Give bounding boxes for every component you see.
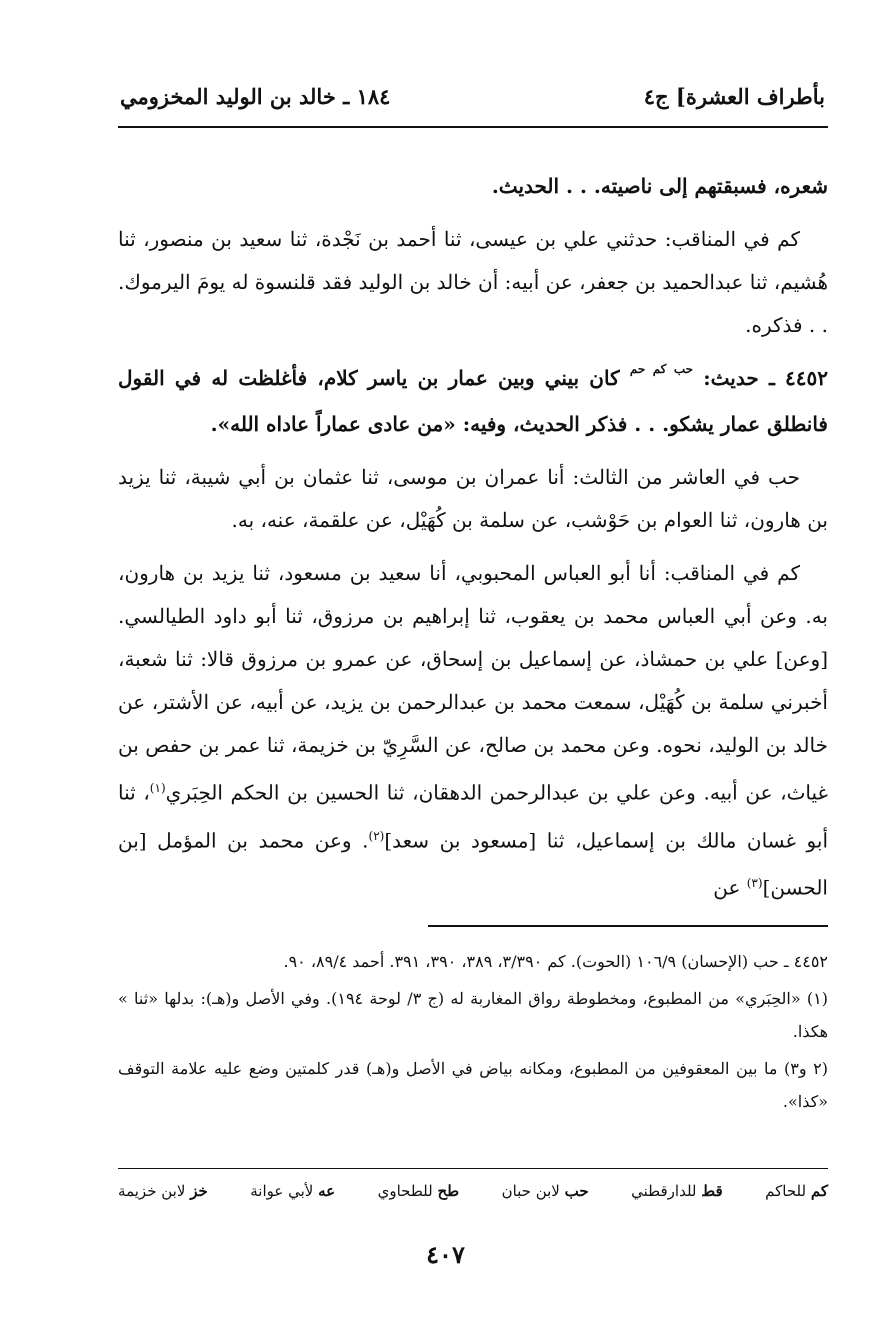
abbrev-item: عه لأبي عوانة	[250, 1182, 336, 1200]
footnote-source: ٤٤٥٢ ـ حب (الإحسان) ١٠٦/٩ (الحوت). كم ٣/٣٩٠، ٣٨٩، ٣٩٠، ٣٩١. أحمد ٨٩/٤، ٩٠.	[283, 952, 828, 971]
footnote-1: (١) «الحِبَري» من المطبوع، ومخطوطة رواق المغاربة له (ج ٣/ لوحة ١٩٤). وفي الأصل و(هـ): بدلها «ثنا » هكذا.	[118, 989, 829, 1041]
footnote-ref-1[interactable]: (١)	[149, 781, 166, 795]
main-text	[118, 165, 828, 920]
hadith-text: كان بيني وبين عمار بن ياسر كلام، فأغلظت له في القول فانطلق عمار يشكو. . . فذكر الحديث، وفيه: «من عادى عماراً عاداه الله».	[118, 366, 828, 436]
text-segment: . وعن محمد بن المؤمل [بن الحسن]	[118, 828, 828, 900]
paragraph-manaqib-2	[118, 552, 828, 910]
paragraph-manaqib-1: كم في المناقب: حدثني علي بن عيسى، ثنا أحمد بن نَجْدة، ثنا سعيد بن منصور، ثنا هُشيم، ثنا عبدالحميد بن جعفر، عن أبيه: أن خالد بن الوليد فقد قلنسوة له يومَ اليرموك. . . فذكره.	[118, 227, 828, 337]
footnotes	[118, 945, 828, 1122]
footer-rule	[118, 1168, 828, 1169]
text-segment: عن	[713, 875, 747, 900]
book-title: بأطراف العشرة] ج٤	[643, 83, 825, 109]
hadith-entry	[118, 357, 828, 446]
hadith-sigla: حب كم حم	[629, 362, 694, 376]
hadith-number: ٤٤٥٢ ـ حديث:	[703, 366, 828, 390]
text-segment: كم في المناقب: أنا أبو العباس المحبوبي، أنا سعيد بن مسعود، ثنا يزيد بن هارون، به. وعن أبي العباس محمد بن يعقوب، ثنا إبراهيم بن مرزوق، ثنا أبو داود الطيالسي. [وعن] علي بن حمشاذ، عن إسماعيل بن إسحاق، عن عمرو بن مرزوق قالا: ثنا شعبة، أخبرني سلمة بن كُهَيْل، سمعت محمد بن عبدالرحمن بن يزيد، عن أبيه، عن الأشتر، عن خالد بن الوليد، نحوه. وعن محمد بن صالح، عن السَّرِيّ بن خزيمة، ثنا عمر بن حفص بن غياث، عن أبيه. وعن علي بن عبدالرحمن الدهقان، ثنا الحسين بن الحكم الحِبَري	[118, 561, 829, 805]
paragraph-continuation: شعره، فسبقتهم إلى ناصيته. . . الحديث.	[491, 174, 828, 198]
abbrev-item: كم للحاكم	[765, 1182, 828, 1200]
page-number: ٤٠٧	[426, 1240, 465, 1269]
footnote-2-3: (٢ و٣) ما بين المعقوفين من المطبوع، ومكانه بياض في الأصل و(هـ) قدر كلمتين وضع عليه علامة التوقف «كذا».	[118, 1059, 829, 1111]
section-title: ١٨٤ ـ خالد بن الوليد المخزومي	[120, 83, 391, 109]
footnote-rule	[428, 925, 828, 927]
footnote-ref-2[interactable]: (٢)	[368, 828, 385, 843]
abbrev-item: قط للدارقطني	[631, 1182, 723, 1200]
footnote-ref-3[interactable]: (٣)	[746, 876, 763, 891]
abbrev-item: طح للطحاوي	[377, 1182, 460, 1200]
header-rule	[118, 126, 828, 128]
abbrev-item: خز لابن خزيمة	[118, 1182, 208, 1200]
text-segment: ، ثنا أبو غسان مالك بن إسماعيل، ثنا [مسعود بن سعد]	[118, 780, 828, 853]
running-header	[120, 76, 825, 116]
abbreviation-key	[118, 1182, 828, 1200]
paragraph-ibn-hibban: حب في العاشر من الثالث: أنا عمران بن موسى، ثنا عثمان بن أبي شيبة، ثنا يزيد بن هارون، ثنا العوام بن حَوْشب، عن سلمة بن كُهَيْل، عن علقمة، عنه، به.	[118, 465, 828, 532]
abbrev-item: حب لابن حبان	[501, 1182, 589, 1200]
